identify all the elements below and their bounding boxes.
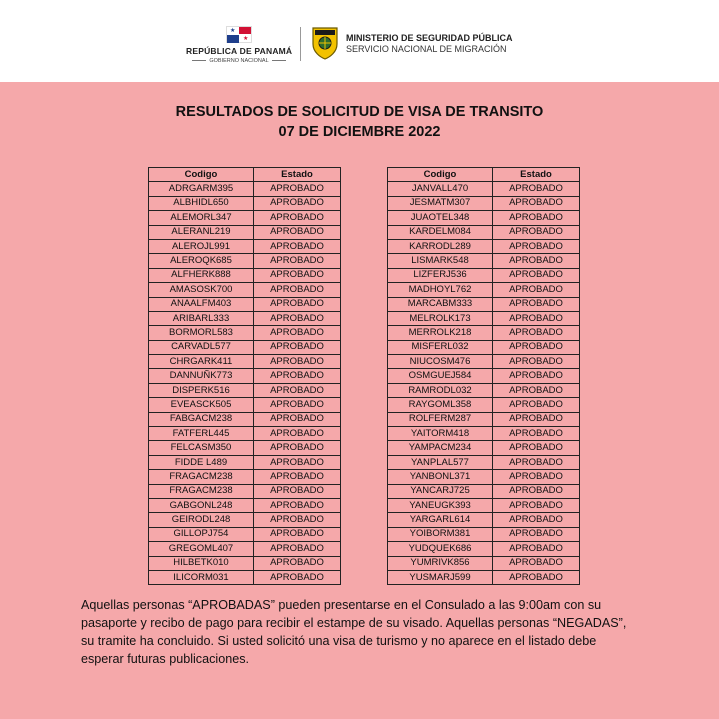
status-cell: APROBADO: [493, 196, 580, 210]
table-row: [149, 182, 341, 196]
table-row: [388, 326, 580, 340]
table-row: [149, 527, 341, 541]
status-cell: APROBADO: [254, 556, 341, 570]
table-row: [149, 498, 341, 512]
code-cell: NIUCOSM476: [388, 355, 493, 369]
status-cell: APROBADO: [254, 340, 341, 354]
table-row: [149, 470, 341, 484]
status-cell: APROBADO: [493, 283, 580, 297]
document-date: 07 DE DICIEMBRE 2022: [278, 124, 441, 140]
status-cell: APROBADO: [254, 283, 341, 297]
table-row: [149, 340, 341, 354]
status-cell: APROBADO: [254, 311, 341, 325]
code-cell: LISMARK548: [388, 254, 493, 268]
table-row: [149, 254, 341, 268]
code-cell: RAYGOML358: [388, 398, 493, 412]
status-cell: APROBADO: [254, 484, 341, 498]
table-row: [388, 254, 580, 268]
status-cell: APROBADO: [493, 427, 580, 441]
status-cell: APROBADO: [493, 513, 580, 527]
code-cell: KARRODL289: [388, 239, 493, 253]
status-cell: APROBADO: [254, 542, 341, 556]
table-row: [149, 484, 341, 498]
table-row: [388, 383, 580, 397]
code-cell: ARIBARL333: [149, 311, 254, 325]
status-cell: APROBADO: [254, 570, 341, 584]
code-cell: JUAOTEL348: [388, 211, 493, 225]
status-cell: APROBADO: [493, 570, 580, 584]
status-cell: APROBADO: [493, 369, 580, 383]
status-cell: APROBADO: [493, 225, 580, 239]
status-cell: APROBADO: [254, 369, 341, 383]
header-divider: [300, 27, 301, 61]
code-cell: MISFERL032: [388, 340, 493, 354]
code-cell: GEIRODL248: [149, 513, 254, 527]
table-row: [388, 239, 580, 253]
table-row: [149, 570, 341, 584]
status-cell: APROBADO: [254, 398, 341, 412]
instructions-paragraph: Aquellas personas “APROBADAS” pueden presentarse en el Consulado a las 9:00am con su pasaporte y recibo de pago para recibir el estampe de su visado. Aquellas personas “NEGADAS”, su tramite ha concluido. Si usted solicitó una visa de turismo y no aparece en el listado debe esperar futuras publicaciones.: [81, 598, 627, 666]
status-cell: APROBADO: [254, 427, 341, 441]
panama-flag-icon: ★ ★: [226, 26, 252, 43]
status-cell: APROBADO: [254, 498, 341, 512]
code-cell: GABGONL248: [149, 498, 254, 512]
code-cell: YAITORM418: [388, 427, 493, 441]
code-cell: GREGOML407: [149, 542, 254, 556]
code-cell: FABGACM238: [149, 412, 254, 426]
table-row: [388, 297, 580, 311]
table-row: [149, 326, 341, 340]
table-row: [388, 211, 580, 225]
code-cell: AMASOSK700: [149, 283, 254, 297]
code-cell: FRAGACM238: [149, 484, 254, 498]
code-cell: RAMRODL032: [388, 383, 493, 397]
code-cell: ANAALFM403: [149, 297, 254, 311]
table-row: [149, 398, 341, 412]
status-cell: APROBADO: [254, 225, 341, 239]
table-row: [149, 455, 341, 469]
table-row: [149, 297, 341, 311]
status-cell: APROBADO: [254, 527, 341, 541]
code-cell: ALFHERK888: [149, 268, 254, 282]
code-cell: ILICORM031: [149, 570, 254, 584]
column-header-code: Codigo: [149, 168, 254, 182]
code-cell: YUDQUEK686: [388, 542, 493, 556]
code-cell: FRAGACM238: [149, 470, 254, 484]
status-cell: APROBADO: [493, 455, 580, 469]
table-row: [149, 369, 341, 383]
status-cell: APROBADO: [493, 412, 580, 426]
status-cell: APROBADO: [254, 182, 341, 196]
status-cell: APROBADO: [493, 254, 580, 268]
status-cell: APROBADO: [493, 182, 580, 196]
government-label: GOBIERNO NACIONAL: [186, 58, 292, 64]
panama-government-logo: [186, 26, 292, 64]
table-row: [388, 441, 580, 455]
country-name: REPÚBLICA DE PANAMÁ: [186, 46, 293, 56]
code-cell: JANVALL470: [388, 182, 493, 196]
service-name: SERVICIO NACIONAL DE MIGRACIÓN: [346, 44, 507, 54]
status-cell: APROBADO: [254, 239, 341, 253]
code-cell: CHRGARK411: [149, 355, 254, 369]
status-cell: APROBADO: [493, 542, 580, 556]
table-row: [388, 470, 580, 484]
status-cell: APROBADO: [493, 311, 580, 325]
table-row: [388, 427, 580, 441]
table-row: [388, 196, 580, 210]
code-cell: ADRGARM395: [149, 182, 254, 196]
table-row: [149, 427, 341, 441]
column-header-code: Codigo: [388, 168, 493, 182]
table-row: [149, 196, 341, 210]
table-header-row: [388, 168, 580, 182]
code-cell: FIDDE L489: [149, 455, 254, 469]
code-cell: ROLFERM287: [388, 412, 493, 426]
status-cell: APROBADO: [254, 470, 341, 484]
table-row: [388, 283, 580, 297]
code-cell: ALEROJL991: [149, 239, 254, 253]
code-cell: YUSMARJ599: [388, 570, 493, 584]
code-cell: DISPERK516: [149, 383, 254, 397]
code-cell: ALEROQK685: [149, 254, 254, 268]
status-cell: APROBADO: [254, 254, 341, 268]
table-row: [388, 398, 580, 412]
code-cell: JESMATM307: [388, 196, 493, 210]
table-row: [149, 412, 341, 426]
table-row: [149, 383, 341, 397]
code-cell: LIZFERJ536: [388, 268, 493, 282]
code-cell: MADHOYL762: [388, 283, 493, 297]
migration-seal-icon: [310, 26, 340, 60]
code-cell: CARVADL577: [149, 340, 254, 354]
code-cell: MERROLK218: [388, 326, 493, 340]
status-cell: APROBADO: [493, 239, 580, 253]
code-cell: MELROLK173: [388, 311, 493, 325]
status-cell: APROBADO: [493, 398, 580, 412]
code-cell: YARGARL614: [388, 513, 493, 527]
code-cell: ALBHIDL650: [149, 196, 254, 210]
table-row: [388, 268, 580, 282]
status-cell: APROBADO: [254, 455, 341, 469]
table-row: [149, 211, 341, 225]
table-row: [388, 340, 580, 354]
table-header-row: [149, 168, 341, 182]
code-cell: YANBONL371: [388, 470, 493, 484]
table-row: [388, 484, 580, 498]
table-row: [149, 513, 341, 527]
table-row: [388, 355, 580, 369]
code-cell: ALEMORL347: [149, 211, 254, 225]
status-cell: APROBADO: [493, 326, 580, 340]
status-cell: APROBADO: [254, 441, 341, 455]
status-cell: APROBADO: [493, 498, 580, 512]
results-table-right: [387, 167, 580, 585]
status-cell: APROBADO: [493, 441, 580, 455]
column-header-status: Estado: [493, 168, 580, 182]
document-title: RESULTADOS DE SOLICITUD DE VISA DE TRANSITO: [175, 104, 544, 120]
table-row: [388, 225, 580, 239]
status-cell: APROBADO: [493, 484, 580, 498]
code-cell: GILLOPJ754: [149, 527, 254, 541]
ministry-name: MINISTERIO DE SEGURIDAD PÚBLICA: [346, 33, 513, 43]
status-cell: APROBADO: [493, 527, 580, 541]
status-cell: APROBADO: [254, 513, 341, 527]
status-cell: APROBADO: [254, 326, 341, 340]
status-cell: APROBADO: [493, 268, 580, 282]
table-row: [388, 542, 580, 556]
code-cell: KARDELM084: [388, 225, 493, 239]
status-cell: APROBADO: [254, 383, 341, 397]
table-row: [388, 513, 580, 527]
code-cell: FATFERL445: [149, 427, 254, 441]
table-row: [149, 542, 341, 556]
status-cell: APROBADO: [493, 383, 580, 397]
table-row: [388, 527, 580, 541]
code-cell: YANEUGK393: [388, 498, 493, 512]
status-cell: APROBADO: [254, 196, 341, 210]
code-cell: EVEASCK505: [149, 398, 254, 412]
status-cell: APROBADO: [254, 412, 341, 426]
code-cell: YANCARJ725: [388, 484, 493, 498]
code-cell: ALERANL219: [149, 225, 254, 239]
code-cell: HILBETK010: [149, 556, 254, 570]
code-cell: YANPLAL577: [388, 455, 493, 469]
table-row: [149, 239, 341, 253]
status-cell: APROBADO: [493, 556, 580, 570]
table-row: [149, 311, 341, 325]
status-cell: APROBADO: [493, 340, 580, 354]
code-cell: MARCABM333: [388, 297, 493, 311]
status-cell: APROBADO: [254, 268, 341, 282]
header-banner: [0, 0, 719, 82]
status-cell: APROBADO: [493, 470, 580, 484]
table-row: [149, 268, 341, 282]
code-cell: OSMGUEJ584: [388, 369, 493, 383]
table-row: [149, 283, 341, 297]
results-table-left: [148, 167, 341, 585]
table-row: [388, 311, 580, 325]
table-row: [388, 182, 580, 196]
status-cell: APROBADO: [254, 297, 341, 311]
code-cell: BORMORL583: [149, 326, 254, 340]
code-cell: YOIBORM381: [388, 527, 493, 541]
table-row: [149, 556, 341, 570]
table-row: [388, 556, 580, 570]
table-row: [388, 412, 580, 426]
table-row: [149, 441, 341, 455]
code-cell: YUMRIVK856: [388, 556, 493, 570]
code-cell: DANNUÑK773: [149, 369, 254, 383]
table-row: [149, 355, 341, 369]
table-row: [388, 570, 580, 584]
status-cell: APROBADO: [493, 297, 580, 311]
status-cell: APROBADO: [493, 355, 580, 369]
status-cell: APROBADO: [254, 211, 341, 225]
column-header-status: Estado: [254, 168, 341, 182]
table-row: [388, 455, 580, 469]
table-row: [388, 369, 580, 383]
table-row: [149, 225, 341, 239]
code-cell: FELCASM350: [149, 441, 254, 455]
status-cell: APROBADO: [493, 211, 580, 225]
table-row: [388, 498, 580, 512]
ministry-block: [346, 33, 513, 54]
code-cell: YAMPACM234: [388, 441, 493, 455]
status-cell: APROBADO: [254, 355, 341, 369]
